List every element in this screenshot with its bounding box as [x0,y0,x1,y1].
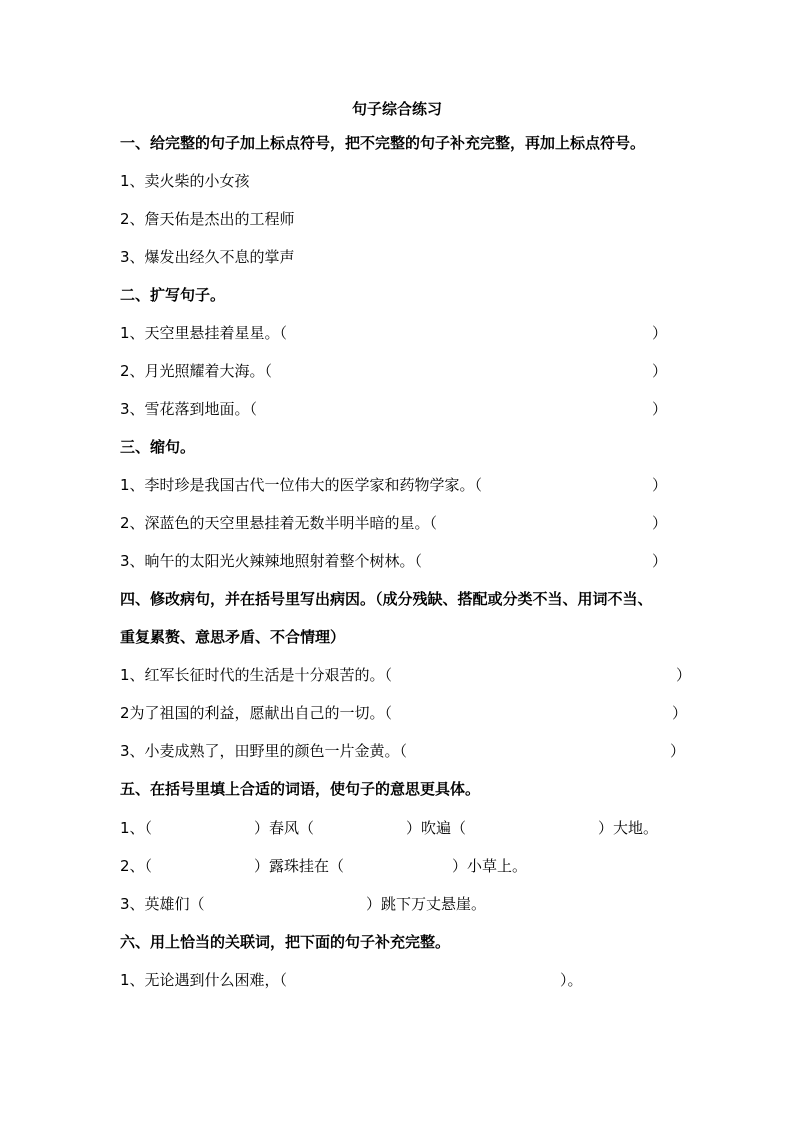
s2-item-1: 1、天空里悬挂着星星。（ [120,324,288,342]
s5-item-2-seg-1: 2、（ [120,857,153,875]
s3-item-3: 3、晌午的太阳光火辣辣地照射着整个树林。（ [120,552,423,570]
s5-item-1-seg-3: ）吹遍（ [406,819,467,837]
s5-item-2-seg-2: ）露珠挂在（ [254,857,345,875]
s4-item-3: 3、小麦成熟了，田野里的颜色一片金黄。（ [120,742,408,760]
s5-item-1-seg-4: ）大地。 [598,819,659,837]
section-4-heading-line-2: 重复累赘、意思矛盾、不合情理） [120,628,346,646]
s6-item-1-end: ）。 [560,971,583,989]
s5-item-2-seg-3: ）小草上。 [452,857,528,875]
s3-item-2: 2、深蓝色的天空里悬挂着无数半明半暗的星。（ [120,514,438,532]
s5-item-1-seg-1: 1、（ [120,819,153,837]
s4-item-1-close: ） [676,666,692,684]
s2-item-2-close: ） [652,362,668,380]
s1-item-2: 2、詹天佑是杰出的工程师 [120,210,295,228]
section-1-heading: 一、给完整的句子加上标点符号，把不完整的句子补充完整，再加上标点符号。 [120,134,646,152]
s2-item-1-close: ） [652,324,668,342]
section-5-heading: 五、在括号里填上合适的词语，使句子的意思更具体。 [120,780,481,798]
section-4-heading-line-1: 四、修改病句，并在括号里写出病因。（成分残缺、搭配或分类不当、用词不当、 [120,590,653,608]
page-title: 句子综合练习 [351,100,442,118]
s3-item-1-close: ） [652,476,668,494]
s5-item-3-seg-2: ）跳下万丈悬崖。 [366,895,487,913]
s4-item-2: 2为了祖国的利益，愿献出自己的一切。（ [120,704,393,722]
s6-item-1: 1、无论遇到什么困难，（ [120,971,288,989]
s4-item-3-close: ） [670,742,686,760]
s3-item-3-close: ） [652,552,668,570]
section-6-heading: 六、用上恰当的关联词，把下面的句子补充完整。 [120,933,451,951]
s2-item-3: 3、雪花落到地面。（ [120,400,258,418]
s5-item-3-seg-1: 3、英雄们（ [120,895,205,913]
s4-item-2-close: ） [672,704,688,722]
section-3-heading: 三、缩句。 [120,438,196,456]
s3-item-1: 1、李时珍是我国古代一位伟大的医学家和药物学家。（ [120,476,483,494]
s1-item-1: 1、卖火柴的小女孩 [120,172,250,190]
s2-item-2: 2、月光照耀着大海。（ [120,362,273,380]
s1-item-3: 3、爆发出经久不息的掌声 [120,248,295,266]
s4-item-1: 1、红军长征时代的生活是十分艰苦的。（ [120,666,393,684]
s5-item-1-seg-2: ）春风（ [254,819,315,837]
s2-item-3-close: ） [652,400,668,418]
s3-item-2-close: ） [652,514,668,532]
section-2-heading: 二、扩写句子。 [120,286,226,304]
